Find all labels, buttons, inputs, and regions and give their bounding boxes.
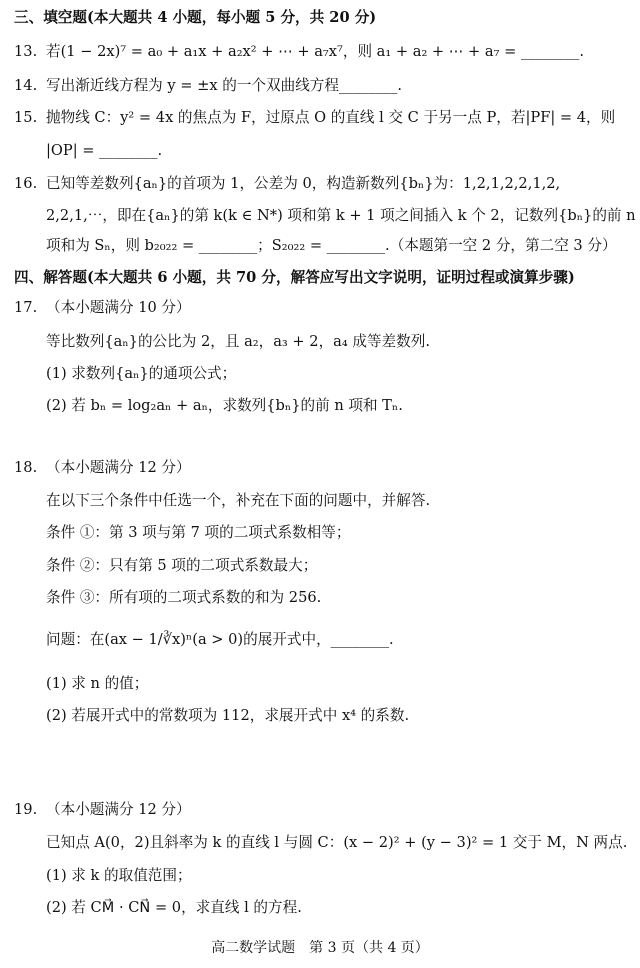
q18-condition1 xyxy=(46,523,630,543)
line-text: 若(1 − 2x)⁷ = a₀ + a₁x + a₂x² + ⋯ + a₇x⁷，则 a₁ + a₂ + ⋯ + a₇ = ________. xyxy=(46,43,584,60)
q19-stem xyxy=(46,833,630,853)
line-text: (2) 若 bₙ = log₂aₙ + aₙ，求数列{bₙ}的前 n 项和 Tₙ. xyxy=(46,397,403,414)
question-number: 13. xyxy=(14,43,38,60)
question-number: 15. xyxy=(14,109,38,126)
q18-header xyxy=(14,458,630,478)
q18-stem xyxy=(46,491,630,511)
line-text: 2,2,1,⋯，即在{aₙ}的第 k(k ∈ N*) 项和第 k + 1 项之间插入 k 个 2，记数列{bₙ}的前 n xyxy=(46,207,636,224)
line-text: 条件 ③：所有项的二项式系数的和为 256. xyxy=(46,589,322,606)
q15-line1 xyxy=(14,108,630,128)
line-text: （本小题满分 12 分） xyxy=(46,459,191,476)
section-4-heading xyxy=(14,268,630,288)
q17-header xyxy=(14,298,630,318)
q17-stem xyxy=(46,332,630,352)
q18-part2 xyxy=(46,706,630,726)
page-footer: 高二数学试题 第 3 页（共 4 页） xyxy=(211,940,429,956)
line-text: (1) 求 n 的值； xyxy=(46,675,149,692)
q19-part1 xyxy=(46,866,630,886)
q14 xyxy=(14,76,630,96)
line-text: 三、填空题(本大题共 4 小题，每小题 5 分，共 20 分) xyxy=(14,9,377,26)
line-text: 写出渐近线方程为 y = ±x 的一个双曲线方程________. xyxy=(46,77,403,94)
question-number: 14. xyxy=(14,77,38,94)
question-number: 16. xyxy=(14,175,38,192)
line-text: (1) 求数列{aₙ}的通项公式； xyxy=(46,365,237,382)
line-text: (2) 若展开式中的常数项为 112，求展开式中 x⁴ 的系数. xyxy=(46,707,410,724)
line-text: （本小题满分 10 分） xyxy=(46,299,191,316)
line-text: 抛物线 C：y² = 4x 的焦点为 F，过原点 O 的直线 l 交 C 于另一点 P，若|PF| = 4，则 xyxy=(46,109,616,126)
line-text: 条件 ②：只有第 5 项的二项式系数最大； xyxy=(46,557,318,574)
line-text: 条件 ①：第 3 项与第 7 项的二项式系数相等； xyxy=(46,524,351,541)
q17-part1 xyxy=(46,364,630,384)
q17-part2 xyxy=(46,396,630,416)
q19-header xyxy=(14,800,630,820)
q16-line1 xyxy=(14,174,630,194)
line-text: |OP| = ________. xyxy=(46,142,163,159)
line-text: 等比数列{aₙ}的公比为 2，且 a₂，a₃ + 2，a₄ 成等差数列. xyxy=(46,333,430,350)
q18-condition2 xyxy=(46,556,630,576)
question-number: 18. xyxy=(14,459,38,476)
q18-condition3 xyxy=(46,588,630,608)
q16-line3 xyxy=(46,236,630,256)
question-number: 19. xyxy=(14,801,38,818)
line-text: 问题：在(ax − 1/∛x)ⁿ(a > 0)的展开式中，________. xyxy=(46,631,394,648)
question-number: 17. xyxy=(14,299,38,316)
line-text: （本小题满分 12 分） xyxy=(46,801,191,818)
line-text: (1) 求 k 的取值范围； xyxy=(46,867,192,884)
line-text: 已知点 A(0，2)且斜率为 k 的直线 l 与圆 C：(x − 2)² + (y − 3)² = 1 交于 M，N 两点. xyxy=(46,834,628,851)
line-text: 已知等差数列{aₙ}的首项为 1，公差为 0，构造新数列{bₙ}为：1,2,1,2,2,1,2, xyxy=(46,175,561,192)
q15-line2 xyxy=(46,141,630,161)
q13 xyxy=(14,42,630,62)
q16-line2 xyxy=(46,206,636,226)
line-text: (2) 若 CM⃗ · CN⃗ = 0，求直线 l 的方程. xyxy=(46,899,302,916)
line-text: 项和为 Sₙ，则 b₂₀₂₂ = ________；S₂₀₂₂ = ________.（本题第一空 2 分，第二空 3 分） xyxy=(46,237,617,254)
q19-part2 xyxy=(46,898,630,918)
line-text: 在以下三个条件中任选一个，补充在下面的问题中，并解答. xyxy=(46,492,431,509)
q18-problem xyxy=(46,630,630,650)
line-text: 四、解答题(本大题共 6 小题，共 70 分，解答应写出文字说明，证明过程或演算步骤) xyxy=(14,269,575,286)
q18-part1 xyxy=(46,674,630,694)
section-3-heading xyxy=(14,8,630,28)
